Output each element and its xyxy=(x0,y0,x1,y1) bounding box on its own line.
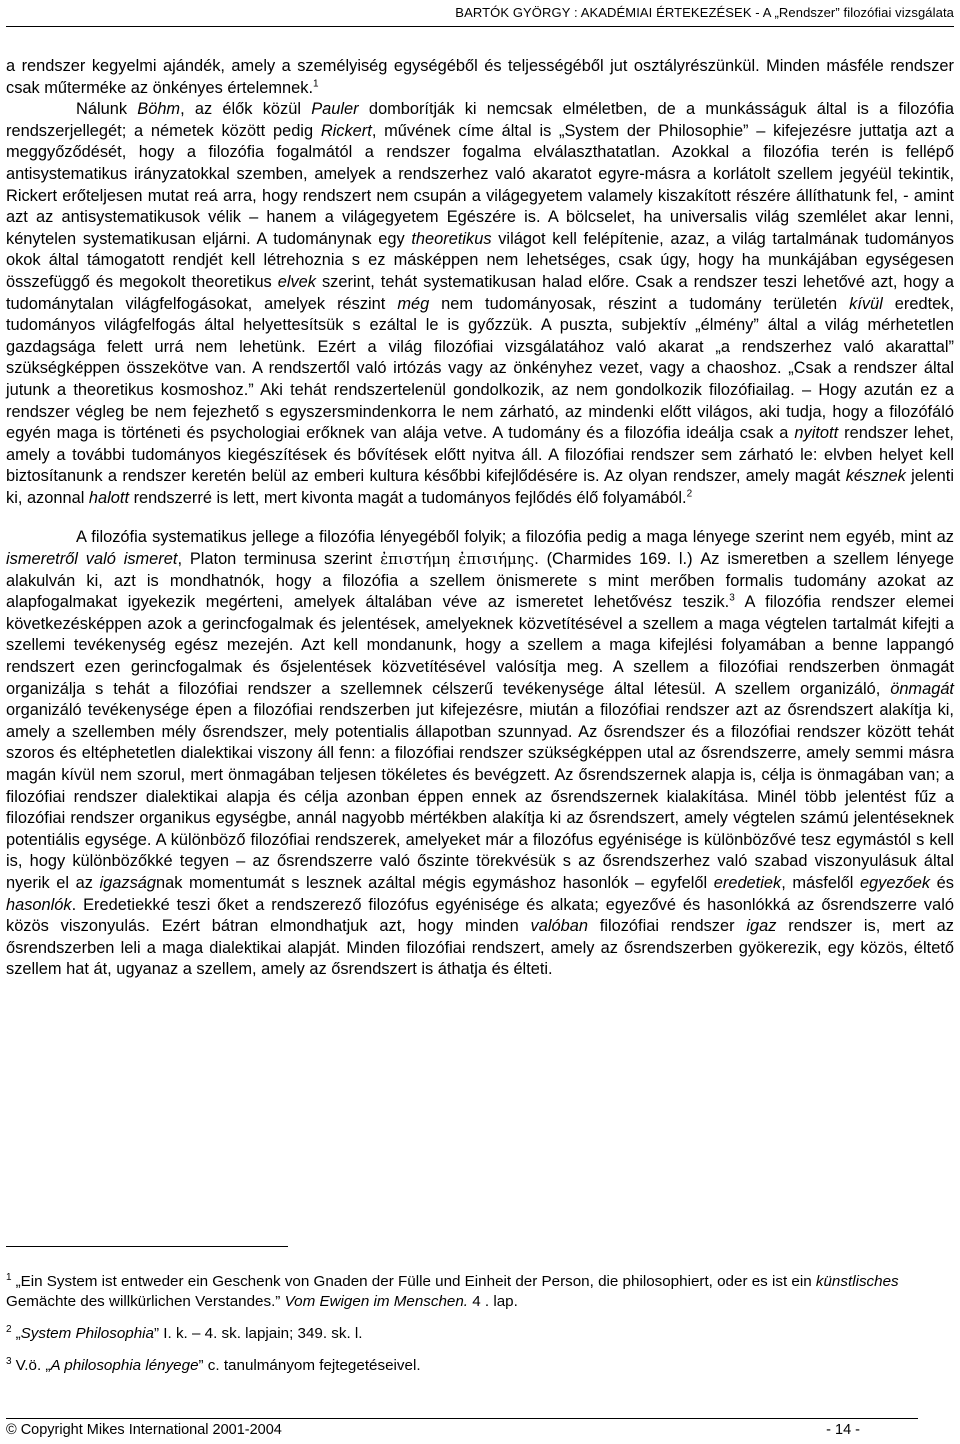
emphasis-text: késznek xyxy=(845,467,906,486)
text-run: filozófiai rendszer xyxy=(587,917,747,936)
emphasis-text: valóban xyxy=(530,917,588,936)
emphasis-text: System Philosophia xyxy=(20,1325,155,1342)
text-run: domborítják ki nemcsak elméletben, de a munkásságuk által is a filozófia rendszerjellegét; a németek között pedig xyxy=(6,100,955,140)
text-run: „ xyxy=(15,1325,21,1342)
footnote-number: 1 xyxy=(6,1271,12,1283)
header-title: AKADÉMIAI ÉRTEKEZÉSEK - A „Rendszer” filozófiai vizsgálata xyxy=(580,5,954,20)
text-run: , másfelől xyxy=(781,873,860,892)
footnote-number: 3 xyxy=(6,1355,12,1367)
page-number: - 14 - xyxy=(826,1422,860,1438)
footnote xyxy=(6,1272,954,1312)
emphasis-text: még xyxy=(397,294,430,313)
text-run: organizáló tevékenysége épen a filozófiai rendszerben jut kifejezésre, miután a filozófiai rendszer azt az ősrendszert alakítja ki, amely a szellemben mély ősrendszer, mely potentialis állapotban szunnyad. Az ősrendszer és a filozófiai rendszer között tehát szoros és eltéphetetlen dialektikai viszony áll fenn: a filozófiai rendszer szükségképpen utal az ősrendszerre, amely semmi másra magán kívül nem szorul, mert önmagában teljesen tökéletes és bevégzett. Az ősrendszernek alapja is, célja is önmagában van; a filozófiai rendszer dialektikai alapja és célja azonban éppen ennek az ősrendszernek kialakítása. Minél több jelentést fűz a filozófiai rendszer organikus egységbe, annál nagyobb mértékben alakítja ki az ősrendszert, amely végtelen számú jelentéseknek potentiális egysége. A különböző filozófiai rendszerek, amelyeket már a filozófus egyénisége is különbözővé tesz egymástól s kell is, hogy különbözőkké tegyen – az ősrendszerre való őszinte törekvésük s az ősrendszerhez való szabad viszonyulásuk által nyerik el az xyxy=(6,701,954,892)
text-run: Nálunk xyxy=(76,100,138,119)
text-run: világot kell felépítenie, azaz, a világ tartalmának tudományos okok által támogatott rendjét kell létrehoznia s ez másképpen nem lehetséges, csak úgy, hogy ha munkájában egységesen összefüggő és megokolt theoretikus xyxy=(6,229,954,291)
emphasis-text: Vom Ewigen im Menschen. xyxy=(284,1293,469,1310)
footnote-reference[interactable]: 3 xyxy=(729,592,735,604)
emphasis-text: halott xyxy=(88,488,130,507)
footer-rule xyxy=(6,1418,918,1419)
greek-phrase: ἐπιστήμη ἐπισιήμης xyxy=(380,550,535,569)
text-run: és xyxy=(930,873,954,892)
text-run: nak momentumát s lesznek azáltal mégis egymáshoz hasonlók – egyfelől xyxy=(156,873,714,892)
paragraph xyxy=(6,56,954,99)
text-run: a rendszer kegyelmi ajándék, amely a személyiség egységéből és teljességéből jut osztályrészünkül. Minden másféle rendszer csak műterméke az önkényes értelemnek. xyxy=(6,57,954,97)
footnote xyxy=(6,1324,954,1344)
text-run: V.ö. „ xyxy=(15,1357,51,1374)
emphasis-text: eredetiek xyxy=(713,873,782,892)
emphasis-text: A philosophia lényege xyxy=(50,1357,199,1374)
footer-copyright: © Copyright Mikes International 2001-2004 xyxy=(6,1422,282,1438)
emphasis-text: Pauler xyxy=(311,100,359,119)
page-footer xyxy=(6,1422,860,1438)
text-run: rendszerré is lett, mert kivonta magát a tudományos fejlődés élő folyamából. xyxy=(129,488,687,507)
emphasis-text: ismeretről való ismeret xyxy=(6,550,178,569)
text-run: nem tudományosak, részint a tudomány területén xyxy=(429,294,850,313)
header-rule xyxy=(6,26,954,27)
header-separator: : xyxy=(570,5,581,20)
text-run: , Platon terminusa szerint xyxy=(177,550,381,569)
header-author: BARTÓK GYÖRGY xyxy=(455,5,571,20)
footnote xyxy=(6,1356,954,1376)
emphasis-text: igaz xyxy=(746,917,777,936)
emphasis-text: nyitott xyxy=(794,424,839,443)
emphasis-text: Böhm xyxy=(137,100,181,119)
text-run: szerint, tehát systematikusan halad előre. Csak a rendszer teszi lehetővé azt, hogy a tudománytalan világfelfogásokat, amelyek részint xyxy=(6,272,954,313)
text-run: , az élők közül xyxy=(180,100,312,119)
emphasis-text: kívül xyxy=(849,294,883,313)
text-run: 4 . lap. xyxy=(468,1293,518,1310)
emphasis-text: önmagát xyxy=(890,679,954,698)
text-run: rendszer lehet, amely a további tudományos kiegészítések és bővítések előtt nyitva áll. A filozófiai rendszer sem zárható le: elvben helyet kell biztosítanunk a rendszer keretén belül az emberi kultura későbbi kifejlődésére is. Az olyan rendszer, amely magát xyxy=(6,424,954,486)
paragraph xyxy=(6,99,954,509)
text-run: „Ein System ist entweder ein Geschenk von Gnaden der Fülle und Einheit der Person, die philosophiert, oder es ist ein xyxy=(15,1273,816,1290)
text-run: eredtek, tudományos világfelfogás által helyettesítsük s ezáltal le is győzzük. A puszta, subjektív „élmény” által a világ mérhetetlen gazdagsága felett urrá nem lehetünk. Ezért a világ filozófiai vizsgálatához való akarat „a rendszerhez való akarattal” szükségképpen összekötve van. A rendszertől való irtózás vagy az önkényhez vezet, vagy a chaoshoz. „Csak a rendszer által jutunk a theoretikus kosmoshoz.” Aki tehát rendszertelenül gondolkozik, az nem gondolkozik filozófiailag. – Hogy azután ez a rendszer végleg be nem fejezhető s egyszersmindenkorra le nem zárható, az mindenki előtt világos, aki tudja, hogy a filozófáló egyén maga is történeti és psychologiai erőknek van alája vetve. A tudomány és a filozófia ideálja csak a xyxy=(6,294,955,443)
emphasis-text: egyezőek xyxy=(859,873,931,892)
text-run: A filozófia systematikus jellege a filozófia lényegéből folyik; a filozófia pedig a maga lényege szerint nem egyéb, mint az xyxy=(76,528,954,547)
footnote-reference[interactable]: 1 xyxy=(313,78,319,90)
paragraph xyxy=(6,527,954,980)
text-run: rendszer is, mert az ősrendszerben leli a maga dialektikai alapját. Minden filozófiai rendszert, amely az ősrendszerben gyökerezik, egy közös, éltető szellem hat át, ugyanaz a szellem, amely az ősrendszert is áthatja és élteti. xyxy=(6,917,954,979)
emphasis-text: igazság xyxy=(99,873,157,892)
footnote-rule xyxy=(6,1246,288,1247)
text-run: Gemächte des willkürlichen Verstandes.” xyxy=(6,1293,285,1310)
running-header xyxy=(455,5,954,20)
footnotes xyxy=(6,1272,954,1388)
footnote-reference[interactable]: 2 xyxy=(686,488,693,500)
text-run: . Eredetiekké teszi őket a rendszerező filozófus egyénisége és alkata; egyezővé és hasonlókká az ősrendszerre való közös viszonyulás. Ezért bátran elmondhatjuk azt, hogy minden xyxy=(6,895,954,936)
emphasis-text: Rickert xyxy=(320,121,372,140)
text-run: ” c. tanulmányom fejtegetéseivel. xyxy=(198,1357,421,1374)
text-run: , művének címe által is „System der Philosophie” – kifejezésre juttatja azt a meggyőződését, hogy a filozófia fogalmától a rendszer fogalma elválaszthatatlan. Azokkal a filozófia terén is fellépő antisystematikus irányzatokkal szemben, amelyek a rendszerhez való akaratot egyre-másra a korlátolt szellem jegyéül tekintik, Rickert erőteljesen mutat reá arra, hogy rendszert nem csupán a világegyetem valamely kiszakított részére állíthatunk fel, - amint azt az antisystematikusok vélik – hanem a világegyetem Egészére is. A bölcselet, ha universalis világ szemlélet akar lenni, kénytelen systematikusan eljárni. A tudománynak egy xyxy=(6,121,954,248)
emphasis-text: hasonlók xyxy=(6,895,72,914)
body-text xyxy=(6,56,954,981)
emphasis-text: elvek xyxy=(277,272,316,291)
emphasis-text: künstlisches xyxy=(815,1273,899,1290)
text-run: jelenti ki, azonnal xyxy=(6,467,954,507)
text-run: ” I. k. – 4. sk. lapjain; 349. sk. l. xyxy=(154,1325,363,1342)
text-run: . (Charmides 169. l.) Az ismeretben a szellem lényege alakulván ki, azt is mondhatnók, hogy a filozófia a szellem önismerete s mint merőben formalis tudomány azokat az alapfogalmakat igyekezik megérteni, amelyek általában véve az ismeretet lehetővész teszik. xyxy=(6,550,955,612)
text-run: A filozófia rendszer elemei következésképpen azok a gerincfogalmak és jelentések, amelyeknek közvetítésével a szellem a maga végtelen tartalmát kifejti a szellemi tevékenység egész mezején. Azt kell mondanunk, hogy a szellem a maga kifejlési folyamában a benne lappangó rendszert ezen gerincfogalmak és ősjelentések közvetítésével valósítja meg. A szellem a filozófiai rendszerben önmagát organizálja s tehát a filozófiai rendszer a szellemnek célszerű tevékenysége által létesül. A szellem organizáló, xyxy=(6,593,954,698)
footnote-number: 2 xyxy=(6,1323,12,1335)
emphasis-text: theoretikus xyxy=(411,229,492,248)
